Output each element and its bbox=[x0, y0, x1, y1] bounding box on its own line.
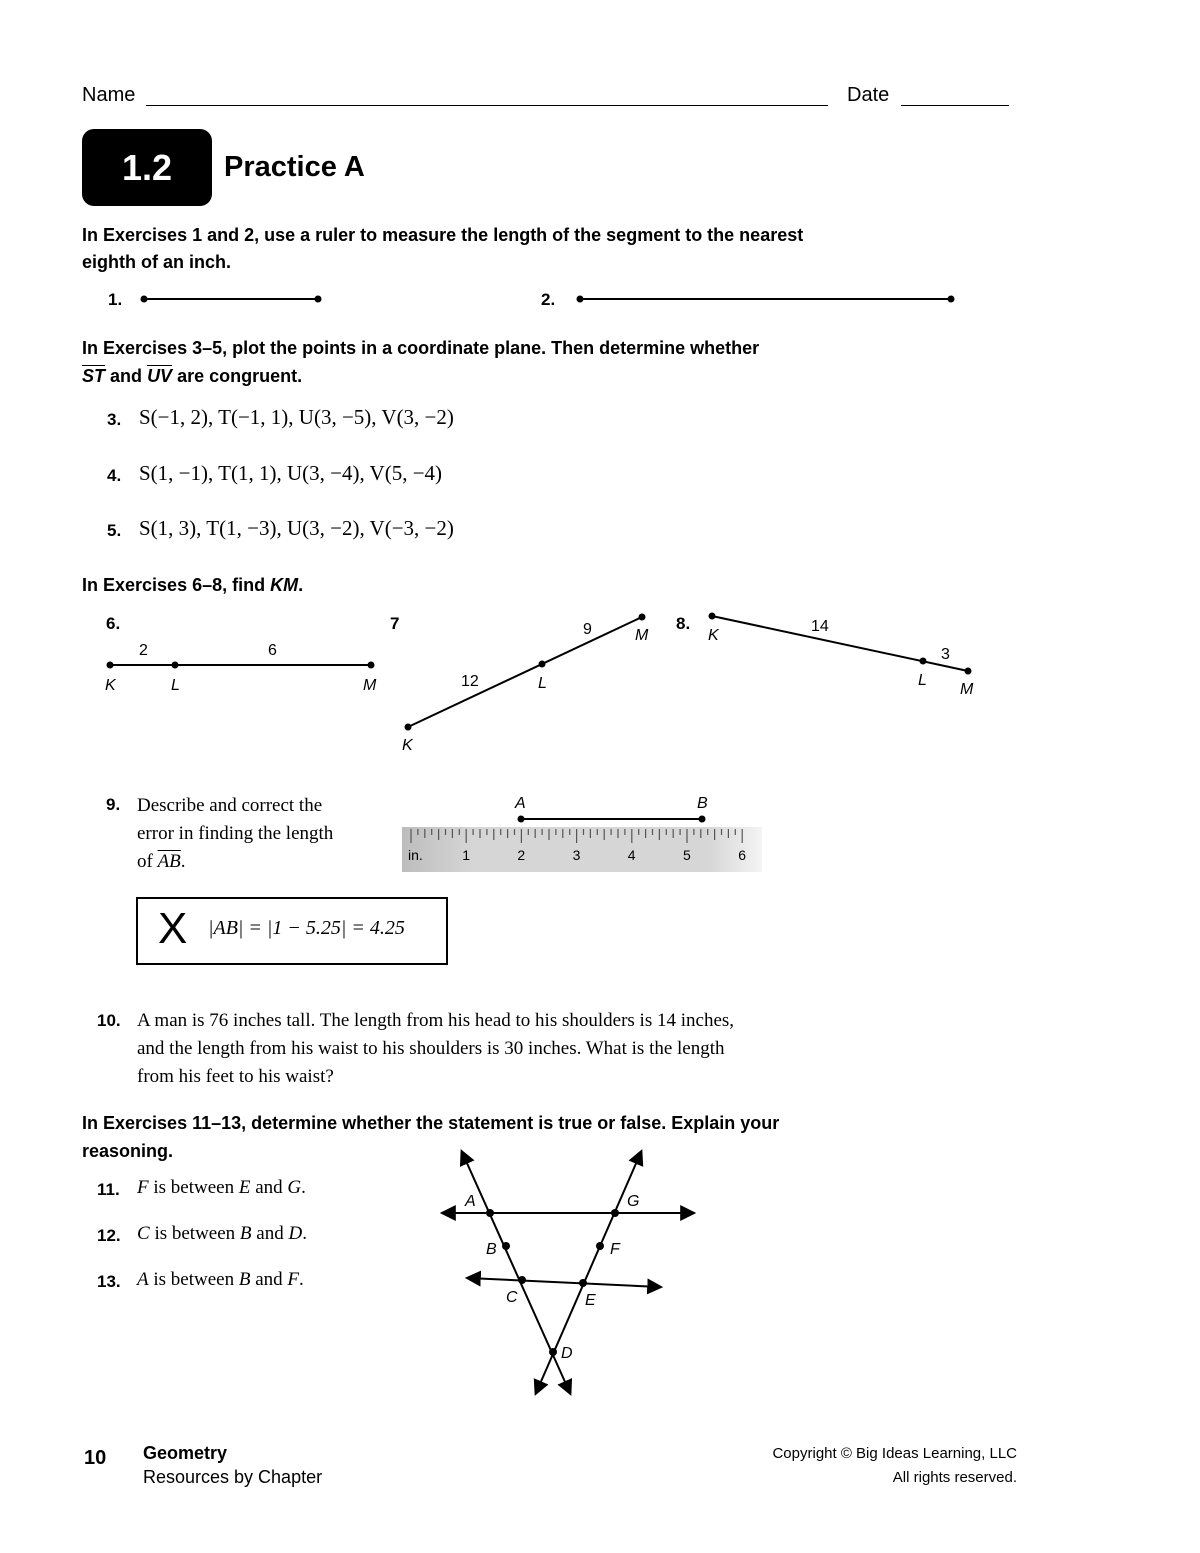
e7-point-l: L bbox=[538, 675, 547, 692]
instructions-6-8-var: KM bbox=[270, 575, 299, 595]
section-number: 1.2 bbox=[121, 146, 173, 188]
ruler-number: 4 bbox=[627, 847, 636, 863]
instructions-6-8 bbox=[82, 572, 303, 599]
diagram-label-e: E bbox=[585, 1292, 596, 1309]
e7-point-k: K bbox=[402, 737, 413, 754]
e11-c: G bbox=[287, 1177, 302, 1198]
e13-and: and bbox=[255, 1269, 283, 1290]
e8-label-lm: 3 bbox=[941, 646, 950, 663]
exercise-4-points: S(1, −1), T(1, 1), U(3, −4), V(5, −4) bbox=[139, 461, 443, 485]
exercise-3-number: 3. bbox=[107, 410, 122, 429]
instructions-3-5-line1: In Exercises 3–5, plot the points in a coordinate plane. Then determine whether bbox=[82, 338, 760, 358]
page-number: 10 bbox=[84, 1447, 107, 1469]
exercise-2-number: 2. bbox=[541, 290, 556, 309]
ruler-number: 3 bbox=[572, 847, 581, 863]
exercise-9-text bbox=[137, 792, 333, 876]
diagram-label-b: B bbox=[486, 1241, 497, 1258]
exercise-10-line2: and the length from his waist to his shoulders is 30 inches. What is the length bbox=[137, 1038, 725, 1059]
exercise-10-text bbox=[137, 1007, 734, 1091]
rights: All rights reserved. bbox=[892, 1469, 1017, 1486]
e6-label-lm: 6 bbox=[268, 642, 277, 659]
name-field[interactable] bbox=[146, 105, 828, 106]
exercise-9-line3 bbox=[137, 848, 333, 876]
diagram-label-g: G bbox=[627, 1193, 640, 1210]
exercise-7-diagram bbox=[395, 605, 675, 755]
exercise-9-line2: error in finding the length bbox=[137, 823, 334, 844]
instructions-11-13: In Exercises 11–13, determine whether the statement is true or false. Explain your reasoning. bbox=[82, 1113, 780, 1161]
e11-end: . bbox=[301, 1177, 306, 1198]
date-field[interactable] bbox=[901, 105, 1009, 106]
exercise-8-diagram bbox=[700, 605, 990, 700]
exercise-9-end: . bbox=[180, 851, 186, 872]
ruler-number: 2 bbox=[517, 847, 526, 863]
page-title: Practice A bbox=[224, 151, 365, 183]
e13-a: A bbox=[137, 1269, 149, 1290]
e11-and: and bbox=[255, 1177, 283, 1198]
exercise-5-points: S(1, 3), T(1, −3), U(3, −2), V(−3, −2) bbox=[139, 516, 454, 540]
ruler-number: 1 bbox=[462, 847, 470, 863]
segment-uv: $\overline{UV}$ bbox=[147, 366, 173, 386]
e6-label-kl: 2 bbox=[139, 642, 148, 659]
e11-mid: is between bbox=[153, 1177, 235, 1198]
exercise-7-number: 7 bbox=[390, 614, 400, 633]
exercise-1-segment bbox=[135, 290, 335, 310]
e7-point-m: M bbox=[635, 627, 649, 644]
e12-mid: is between bbox=[154, 1223, 236, 1244]
e7-label-lm: 9 bbox=[583, 621, 592, 638]
copyright: Copyright © Big Ideas Learning, LLC bbox=[772, 1445, 1017, 1462]
exercise-2-segment bbox=[570, 290, 970, 310]
e6-point-k: K bbox=[105, 677, 116, 694]
line-ce bbox=[468, 1278, 660, 1287]
diagram-label-d: D bbox=[561, 1345, 573, 1362]
diagram-label-f: F bbox=[610, 1241, 620, 1258]
e13-end: . bbox=[299, 1269, 304, 1290]
ruler-number: 5 bbox=[683, 847, 691, 863]
instructions-6-8-suffix: . bbox=[298, 575, 304, 595]
e11-a: F bbox=[137, 1177, 149, 1198]
exercise-9-ruler bbox=[400, 790, 765, 880]
e11-b: E bbox=[238, 1177, 251, 1198]
e8-point-m: M bbox=[960, 681, 974, 698]
exercise-10-line1: A man is 76 inches tall. The length from his head to his shoulders is 14 inches, bbox=[137, 1010, 735, 1031]
exercise-9-number: 9. bbox=[106, 795, 121, 814]
exercise-3-points: S(−1, 2), T(−1, 1), U(3, −5), V(3, −2) bbox=[139, 405, 454, 429]
error-box bbox=[136, 897, 448, 965]
e12-a: C bbox=[137, 1223, 150, 1244]
ruler-point-a: A bbox=[515, 795, 526, 812]
e6-point-l: L bbox=[171, 677, 180, 694]
exercise-9-segment: $\overline{AB}$ bbox=[157, 851, 181, 872]
e12-and: and bbox=[256, 1223, 284, 1244]
ruler-unit: in. bbox=[408, 847, 423, 863]
exercise-11-text bbox=[137, 1177, 306, 1199]
diagram-label-a: A bbox=[465, 1193, 476, 1210]
date-label: Date bbox=[847, 84, 890, 106]
line-abcd bbox=[462, 1152, 570, 1393]
e8-label-kl: 14 bbox=[811, 618, 829, 635]
e13-b: B bbox=[238, 1269, 251, 1290]
e7-label-kl: 12 bbox=[461, 673, 479, 690]
exercise-5-number: 5. bbox=[107, 521, 122, 540]
instructions-6-8-prefix: In Exercises 6–8, find bbox=[82, 575, 266, 595]
congruent-text: are congruent. bbox=[177, 366, 303, 386]
e12-b: B bbox=[239, 1223, 252, 1244]
instructions-3-5-line2 bbox=[82, 363, 302, 390]
and-text: and bbox=[110, 366, 143, 386]
e13-mid: is between bbox=[153, 1269, 235, 1290]
exercise-6-number: 6. bbox=[106, 614, 121, 633]
e6-point-m: M bbox=[363, 677, 377, 694]
line-gfed bbox=[536, 1152, 641, 1393]
book-title: Geometry bbox=[143, 1443, 228, 1463]
exercise-13-text bbox=[137, 1269, 304, 1291]
error-work: |AB| = |1 − 5.25| = 4.25 bbox=[208, 917, 405, 939]
exercise-9-line1: Describe and correct the bbox=[137, 795, 323, 816]
ruler-number: 6 bbox=[738, 847, 746, 863]
instructions-1-2: In Exercises 1 and 2, use a ruler to measure the length of the segment to the nearest eighth of an inch. bbox=[82, 225, 804, 272]
segment-st: $\overline{ST}$ bbox=[82, 366, 106, 386]
e8-point-k: K bbox=[708, 627, 719, 644]
exercise-1-number: 1. bbox=[108, 290, 123, 309]
exercise-10-number: 10. bbox=[97, 1011, 121, 1030]
e12-end: . bbox=[302, 1223, 307, 1244]
error-x-icon: X bbox=[158, 904, 188, 953]
diagram-label-c: C bbox=[506, 1289, 518, 1306]
exercise-12-text bbox=[137, 1223, 307, 1245]
section-badge bbox=[82, 129, 212, 206]
exercise-11-number: 11. bbox=[97, 1180, 120, 1199]
exercise-10-line3: from his feet to his waist? bbox=[137, 1066, 334, 1087]
ruler-point-b: B bbox=[697, 795, 708, 812]
lines-diagram bbox=[430, 1140, 710, 1405]
exercise-8-number: 8. bbox=[676, 614, 691, 633]
exercise-4-number: 4. bbox=[107, 466, 122, 485]
e8-point-l: L bbox=[918, 672, 927, 689]
e13-c: F bbox=[287, 1269, 299, 1290]
e12-c: D bbox=[288, 1223, 303, 1244]
exercise-13-number: 13. bbox=[97, 1272, 121, 1291]
exercise-9-of: of bbox=[137, 851, 153, 872]
book-subtitle: Resources by Chapter bbox=[143, 1467, 323, 1487]
name-label: Name bbox=[82, 84, 136, 106]
exercise-12-number: 12. bbox=[97, 1226, 121, 1245]
exercise-6-diagram bbox=[95, 635, 395, 700]
